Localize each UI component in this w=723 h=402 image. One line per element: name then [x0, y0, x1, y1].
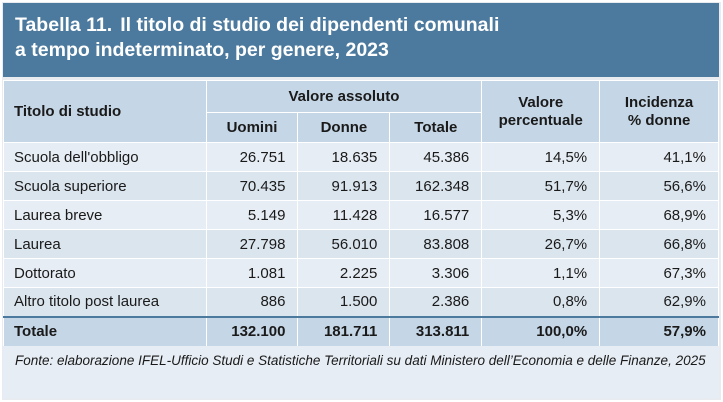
total-label: Totale [4, 317, 207, 347]
cell-donne: 56.010 [298, 230, 390, 259]
cell-uomini: 70.435 [206, 172, 298, 201]
table-row [4, 230, 719, 259]
table-row [4, 201, 719, 230]
cell-donne: 11.428 [298, 201, 390, 230]
total-row [4, 317, 719, 347]
cell-percentuale: 1,1% [482, 259, 600, 288]
cell-percentuale: 0,8% [482, 288, 600, 317]
table-row [4, 143, 719, 172]
table-number: Tabella 11. [15, 14, 113, 36]
header-uomini: Uomini [206, 113, 298, 143]
title-text-1: Il titolo di studio dei dipendenti comunali [120, 14, 500, 36]
cell-percentuale: 14,5% [482, 143, 600, 172]
cell-incidenza: 41,1% [600, 143, 719, 172]
cell-totale: 16.577 [390, 201, 482, 230]
header-percentuale-line-1: Valore [518, 93, 564, 111]
title-line-1 [15, 13, 707, 38]
education-table [3, 80, 719, 347]
cell-incidenza: 62,9% [600, 288, 719, 317]
header-donne: Donne [298, 113, 390, 143]
header-titolo: Titolo di studio [4, 81, 207, 143]
row-label: Laurea [4, 230, 207, 259]
header-totale: Totale [390, 113, 482, 143]
table-row [4, 288, 719, 317]
cell-incidenza: 67,3% [600, 259, 719, 288]
cell-totale: 45.386 [390, 143, 482, 172]
total-incidenza: 57,9% [600, 317, 719, 347]
row-label: Altro titolo post laurea [4, 288, 207, 317]
cell-totale: 3.306 [390, 259, 482, 288]
cell-uomini: 886 [206, 288, 298, 317]
cell-donne: 1.500 [298, 288, 390, 317]
total-uomini: 132.100 [206, 317, 298, 347]
cell-donne: 2.225 [298, 259, 390, 288]
table-row [4, 172, 719, 201]
cell-uomini: 27.798 [206, 230, 298, 259]
header-incidenza [600, 81, 719, 143]
cell-incidenza: 68,9% [600, 201, 719, 230]
cell-totale: 2.386 [390, 288, 482, 317]
header-percentuale-line-2: percentuale [498, 111, 583, 129]
cell-percentuale: 5,3% [482, 201, 600, 230]
row-label: Dottorato [4, 259, 207, 288]
cell-uomini: 1.081 [206, 259, 298, 288]
row-label: Scuola dell'obbligo [4, 143, 207, 172]
cell-percentuale: 51,7% [482, 172, 600, 201]
cell-totale: 83.808 [390, 230, 482, 259]
header-valore-percentuale [482, 81, 600, 143]
cell-incidenza: 56,6% [600, 172, 719, 201]
total-totale: 313.811 [390, 317, 482, 347]
total-percentuale: 100,0% [482, 317, 600, 347]
cell-percentuale: 26,7% [482, 230, 600, 259]
cell-incidenza: 66,8% [600, 230, 719, 259]
source-note: Fonte: elaborazione IFEL-Ufficio Studi e Statistiche Territoriali su dati Ministero dell’Economia e delle Finanze, 2025 [3, 346, 719, 398]
cell-uomini: 5.149 [206, 201, 298, 230]
cell-uomini: 26.751 [206, 143, 298, 172]
total-donne: 181.711 [298, 317, 390, 347]
cell-donne: 91.913 [298, 172, 390, 201]
header-incidenza-line-1: Incidenza [624, 93, 694, 111]
header-incidenza-line-2: % donne [627, 111, 691, 129]
row-label: Laurea breve [4, 201, 207, 230]
cell-totale: 162.348 [390, 172, 482, 201]
table-row [4, 259, 719, 288]
header-valore-assoluto: Valore assoluto [206, 81, 482, 113]
title-line-2: a tempo indeterminato, per genere, 2023 [15, 39, 389, 61]
cell-donne: 18.635 [298, 143, 390, 172]
row-label: Scuola superiore [4, 172, 207, 201]
table-title [3, 3, 719, 77]
